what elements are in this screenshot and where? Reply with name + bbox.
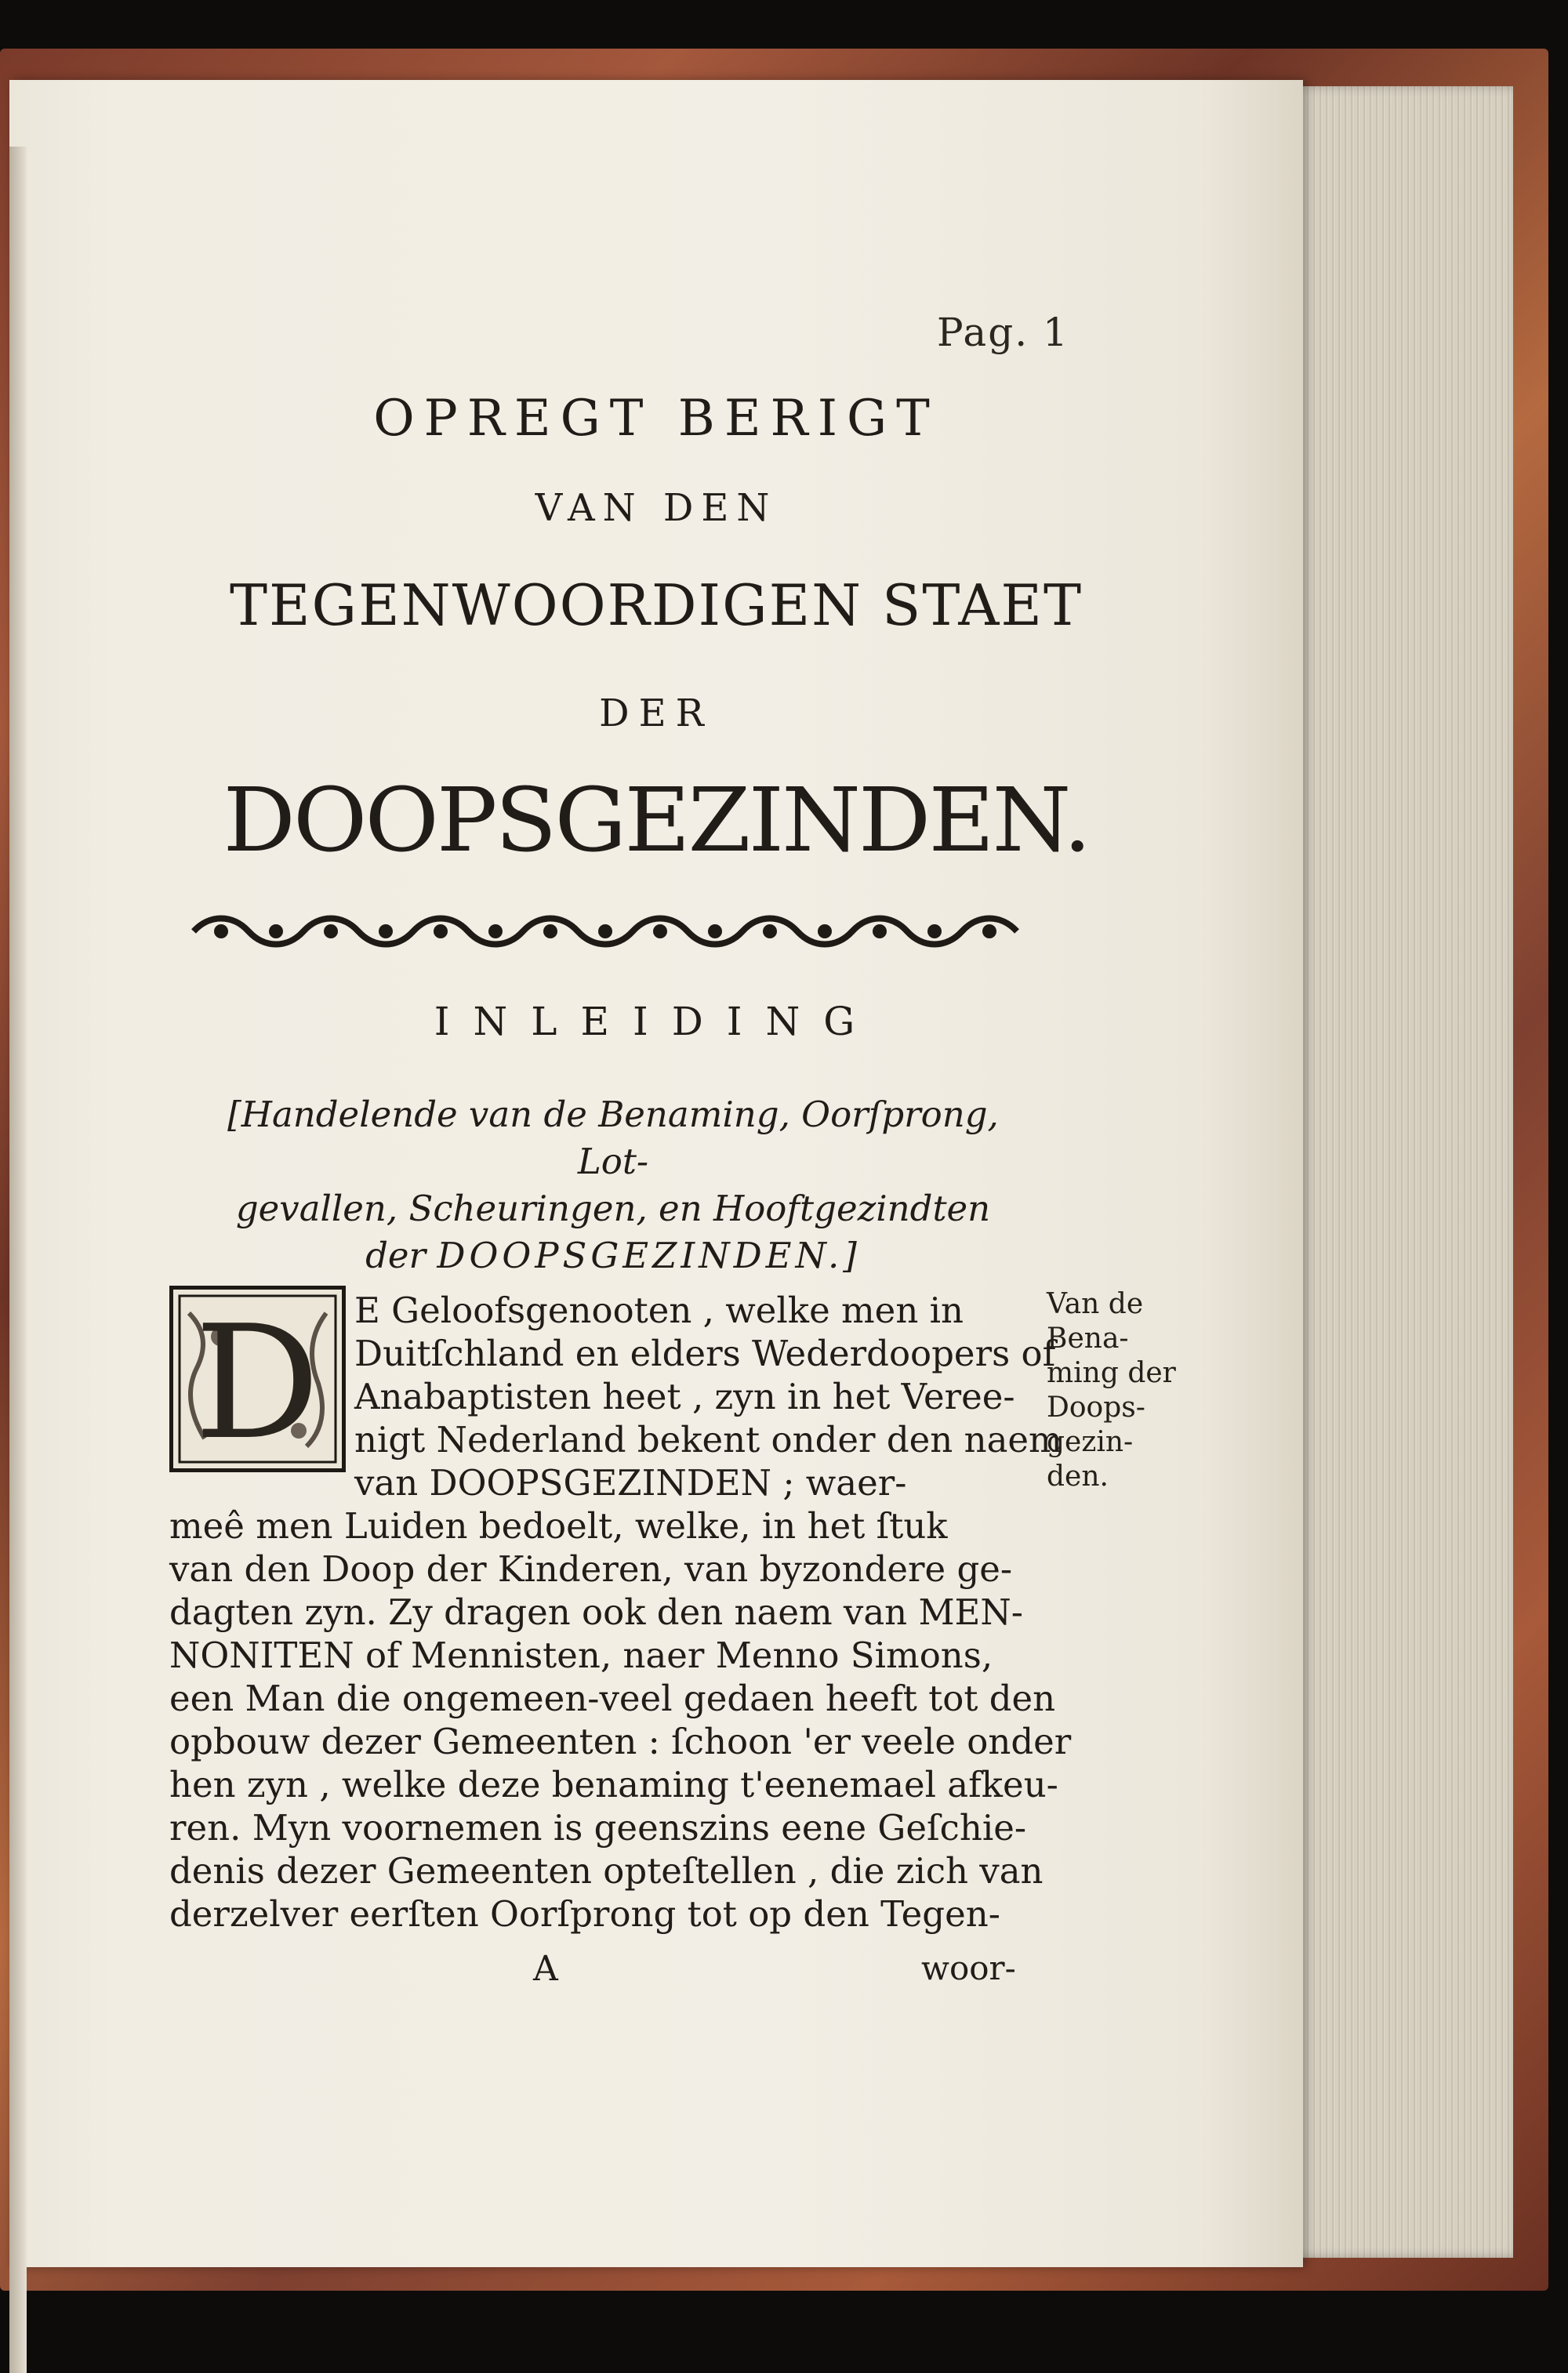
body-line: nigt Nederland bekent onder den naem — [354, 1419, 1062, 1460]
initial-ornament — [173, 1290, 342, 1468]
page-number: Pag. 1 — [937, 310, 1069, 355]
section-heading: INLEIDING — [434, 999, 879, 1044]
page-fore-edge — [1286, 86, 1513, 2258]
title-line-2: VAN DEN — [535, 486, 778, 530]
book-page — [9, 80, 1303, 2267]
title-main: DOOPSGEZINDEN. — [223, 770, 1090, 872]
margin-note-line: gezin- — [1047, 1426, 1134, 1458]
subtitle-line-3 — [190, 1232, 1036, 1279]
margin-note-line: den. — [1047, 1460, 1109, 1493]
previous-page-edge — [9, 147, 27, 2373]
body-line: een Man die ongemeen-veel gedaen heeft tot den — [169, 1678, 1056, 1719]
body-line: hen zyn , welke deze benaming t'eenemael afkeu- — [169, 1764, 1058, 1805]
margin-note-line: ming der — [1047, 1357, 1176, 1389]
title-line-1: OPREGT BERIGT — [373, 390, 939, 448]
body-line: van den Doop der Kinderen, van byzondere ge- — [169, 1548, 1013, 1590]
decorated-initial — [169, 1286, 346, 1472]
body-line: ren. Myn voornemen is geenszins eene Geſchie- — [169, 1807, 1027, 1849]
title-line-3: TEGENWOORDIGEN STAET — [229, 572, 1083, 638]
initial-letter: D — [194, 1292, 321, 1468]
margin-note-line: Doops- — [1047, 1392, 1145, 1424]
margin-note — [1047, 1287, 1180, 1494]
subtitle-line-1: [Handelende van de Benaming, Oorſprong, Lot- — [227, 1094, 999, 1182]
body-line: van DOOPSGEZINDEN ; waer- — [354, 1462, 907, 1504]
body-line: Duitſchland en elders Wederdoopers of — [354, 1333, 1056, 1374]
body-line: derzelver eerſten Oorſprong tot op den Tegen- — [169, 1893, 1000, 1935]
margin-note-line: Bena- — [1047, 1323, 1129, 1355]
body-line: NONITEN of Mennisten, naer Menno Simons, — [169, 1635, 993, 1676]
signature-mark: A — [533, 1949, 558, 1989]
subtitle-line-3-prefix: der — [365, 1235, 426, 1276]
catchword: woor- — [921, 1949, 1016, 1987]
margin-note-line: Van de — [1047, 1288, 1144, 1320]
subtitle-line-3-caps: DOOPSGEZINDEN.] — [437, 1235, 861, 1276]
subtitle-line-2: gevallen, Scheuringen, en Hooftgezindten — [235, 1188, 991, 1229]
body-line: dagten zyn. Zy dragen ook den naem van MEN- — [169, 1591, 1023, 1633]
body-line: meê men Luiden bedoelt, welke, in het ſtuk — [169, 1505, 948, 1547]
body-line: denis dezer Gemeenten opteſtellen , die zich van — [169, 1850, 1044, 1892]
body-line: Anabaptisten heet , zyn in het Veree- — [354, 1376, 1015, 1417]
ornament-band — [190, 913, 1021, 950]
section-subtitle — [190, 1091, 1036, 1279]
body-line: E Geloofsgenooten , welke men in — [354, 1290, 964, 1331]
title-line-4: DER — [599, 691, 713, 735]
body-line: opbouw dezer Gemeenten : ſchoon 'er veele onder — [169, 1721, 1072, 1762]
